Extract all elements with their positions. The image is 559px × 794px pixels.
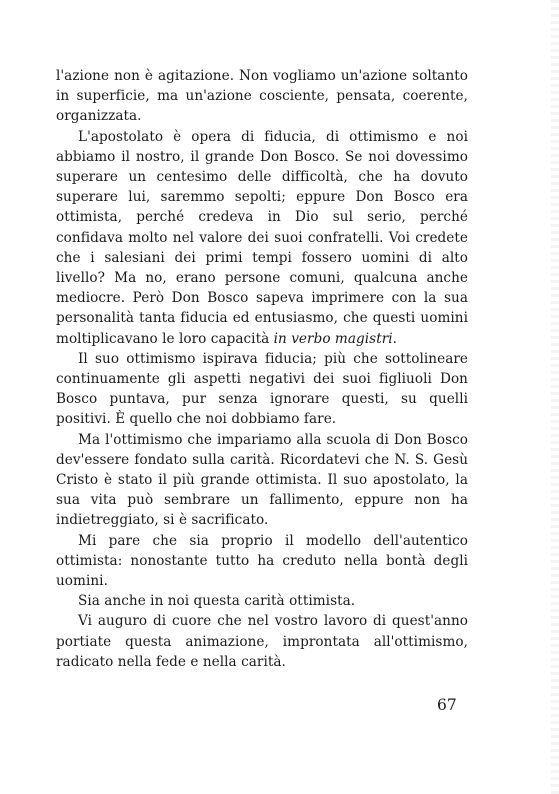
paragraph-7: Vi auguro di cuore che nel vostro lavoro di quest'anno portiate questa animazione, improntata all'ottimismo, radicato nella fede e nella carità. — [56, 613, 468, 670]
paragraph-5: Mi pare che sia proprio il modello dell'autentico ottimista: nonostante tutto ha creduto nella bontà degli uomini. — [56, 532, 468, 590]
paragraph-3: Il suo ottimismo ispirava fiducia; più che sottolineare continuamente gli aspetti negativi dei suoi figliuoli Don Bosco puntava, pur senza ignorare questi, su quelli positivi. È quello che noi dobbiamo fare. — [56, 350, 468, 428]
paragraph-2-after: . — [392, 330, 398, 347]
page-number: 67 — [437, 696, 457, 714]
paragraph-1: l'azione non è agitazione. Non vogliamo un'azione soltanto in superficie, ma un'azione cosciente, pensata, coerente, organizzata. — [56, 68, 468, 125]
page-edge — [551, 0, 559, 794]
body-text — [56, 66, 468, 672]
paragraph-6: Sia anche in noi questa carità ottimista. — [78, 593, 356, 610]
paragraph-2-text: L'apostolato è opera di fiducia, di ottimismo e noi abbiamo il nostro, il grande Don Bosco. Se noi dovessimo superare un centesimo delle difficoltà, che ha dovuto superare lui, saremmo sepolti; eppure Don Bosco era ottimista, perché credeva in Dio sul serio, perché confidava molto nel valore dei suoi confratelli. Voi credete che i salesiani dei primi tempi fossero uomini di alto livello? Ma no, erano persone comuni, qualcuna anche mediocre. Però Don Bosco sapeva imprimere con la sua personalità tanta fiducia ed entusiasmo, che questi uomini moltiplicavano le loro capacità — [56, 128, 468, 347]
paragraph-2-italic: in verbo magistri — [273, 330, 393, 347]
paragraph-2 — [56, 127, 468, 349]
paragraph-4: Ma l'ottimismo che impariamo alla scuola di Don Bosco dev'essere fondato sulla carità. Ricordatevi che N. S. Gesù Cristo è stato il più grande ottimista. Il suo apostolato, la sua vita può sembrare un fallimento, eppure non ha indietreggiato, si è sacrificato. — [56, 431, 468, 529]
